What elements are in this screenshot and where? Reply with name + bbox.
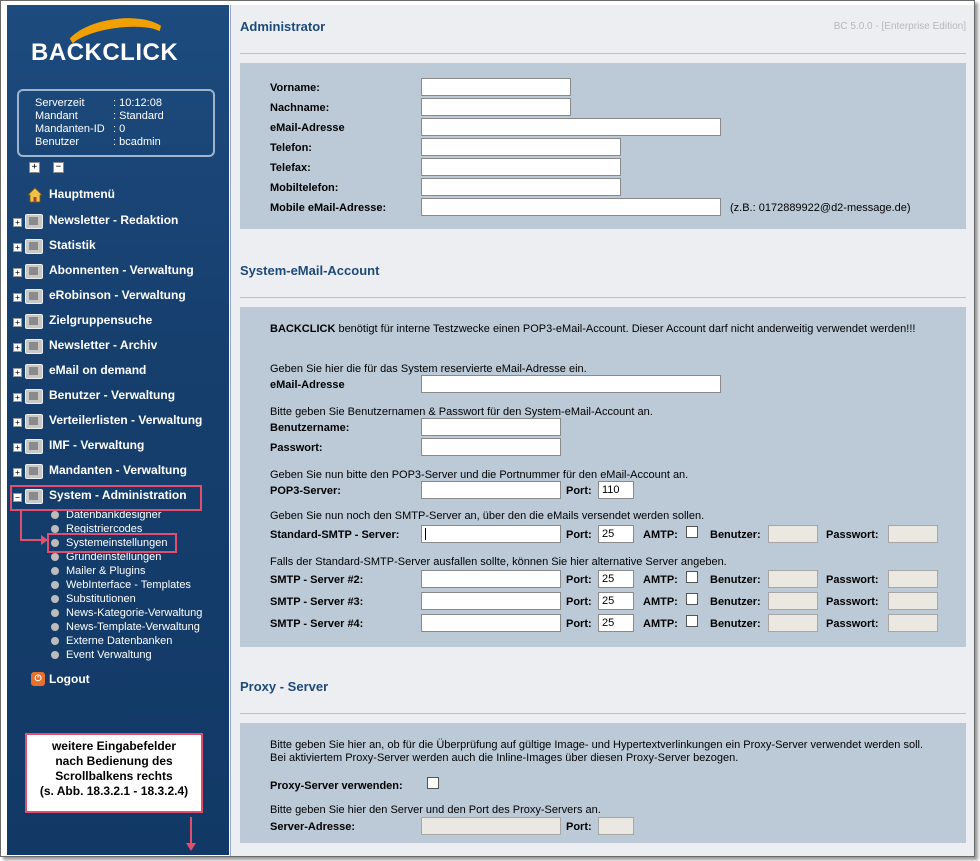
expand-icon[interactable]: + — [13, 393, 22, 402]
smtp-port-input[interactable]: 25 — [598, 525, 634, 543]
subnav-label: Event Verwaltung — [66, 649, 152, 661]
nav-label: IMF - Verwaltung — [49, 438, 145, 452]
sysmail-password-input[interactable] — [421, 438, 561, 456]
subnav-label: WebInterface - Templates — [66, 579, 191, 591]
proxy-server-label: Server-Adresse: — [270, 821, 355, 833]
expand-icon[interactable]: + — [13, 418, 22, 427]
nav-label: Benutzer - Verwaltung — [49, 388, 176, 402]
bullet-icon — [51, 567, 59, 575]
subnav-label: Externe Datenbanken — [66, 635, 173, 647]
smtp-hint: Geben Sie nun noch den SMTP-Server an, über den die eMails versendet werden sollen. — [270, 510, 705, 522]
expand-icon[interactable]: + — [13, 368, 22, 377]
bullet-icon — [51, 553, 59, 561]
telefon-input[interactable] — [421, 138, 621, 156]
nav-label: eMail on demand — [49, 363, 147, 377]
mobile-email-label: Mobile eMail-Adresse: — [270, 202, 387, 214]
amtp-checkbox[interactable] — [686, 615, 698, 627]
subnav-item-event-verwaltung[interactable] — [51, 649, 152, 663]
sysmail-credentials-hint: Bitte geben Sie Benutzernamen & Passwort für den System-eMail-Account an. — [270, 406, 653, 418]
subnav-item-mailer-plugins[interactable] — [51, 565, 145, 579]
section-title-proxy: Proxy - Server — [240, 679, 329, 694]
info-row-mandant — [35, 110, 164, 123]
nav-item-mandanten-verwaltung[interactable] — [7, 461, 217, 481]
sysmail-password-label: Passwort: — [270, 442, 323, 454]
nachname-input[interactable] — [421, 98, 571, 116]
bullet-icon — [51, 623, 59, 631]
amtp-checkbox[interactable] — [686, 571, 698, 583]
smtp-password-input[interactable] — [888, 614, 938, 632]
pop3-server-input[interactable] — [421, 481, 561, 499]
nav-label: Zielgruppensuche — [49, 313, 153, 327]
note-line: (s. Abb. 18.3.2.1 - 18.3.2.4) — [39, 784, 189, 798]
section-title-system-email: System-eMail-Account — [240, 263, 380, 278]
smtp-server-input[interactable] — [421, 614, 561, 632]
passwort-label: Passwort: — [826, 574, 879, 586]
module-icon — [25, 239, 43, 254]
intro-text: benötigt für interne Testzwecke einen POP3-eMail-Account. Dieser Account darf nicht anderweitig verwendet werden!!! — [335, 323, 916, 335]
annotation-arrow-line — [20, 509, 22, 539]
module-icon — [25, 314, 43, 329]
smtp-port-input[interactable]: 25 — [598, 570, 634, 588]
bullet-icon — [51, 609, 59, 617]
nav-item-imf-verwaltung[interactable] — [7, 436, 217, 456]
nav-label: Hauptmenü — [49, 187, 115, 201]
vorname-input[interactable] — [421, 78, 571, 96]
subnav-item-news-template[interactable] — [51, 621, 200, 635]
note-line: Scrollbalkens rechts — [55, 769, 173, 783]
nav-item-newsletter-archiv[interactable] — [7, 336, 217, 356]
bullet-icon — [51, 525, 59, 533]
section-title-administrator: Administrator — [240, 19, 326, 34]
subnav-item-externe-datenbanken[interactable] — [51, 635, 172, 649]
info-key: Serverzeit — [35, 97, 85, 109]
module-icon — [25, 389, 43, 404]
nav-item-benutzer-verwaltung[interactable] — [7, 386, 217, 406]
benutzer-label: Benutzer: — [710, 529, 761, 541]
subnav-item-news-kategorie[interactable] — [51, 607, 202, 621]
info-value: : Standard — [113, 110, 164, 122]
note-line: nach Bedienung des — [55, 754, 173, 768]
subnav-label: Grundeinstellungen — [66, 551, 162, 563]
bullet-icon — [51, 651, 59, 659]
expand-icon[interactable]: + — [13, 443, 22, 452]
expand-icon[interactable]: + — [13, 218, 22, 227]
proxy-server-input[interactable] — [421, 817, 561, 835]
proxy-use-checkbox[interactable] — [427, 777, 439, 789]
subnav-item-datenbankdesigner[interactable] — [51, 509, 161, 523]
backclick-logo[interactable] — [31, 19, 201, 79]
module-icon — [25, 414, 43, 429]
amtp-label: AMTP: — [643, 618, 678, 630]
pop3-server-label: POP3-Server: — [270, 485, 341, 497]
nav-item-zielgruppensuche[interactable] — [7, 311, 217, 331]
logo-text: BACKCLICK — [31, 39, 179, 66]
nav-item-abonnenten-verwaltung[interactable] — [7, 261, 217, 281]
module-icon — [25, 464, 43, 479]
smtp-port-input[interactable]: 25 — [598, 592, 634, 610]
telefax-label: Telefax: — [270, 162, 311, 174]
telefon-label: Telefon: — [270, 142, 312, 154]
mobile-email-input[interactable] — [421, 198, 721, 216]
sysmail-intro — [270, 323, 915, 335]
expand-icon[interactable]: + — [13, 318, 22, 327]
smtp-row-label: SMTP - Server #3: — [270, 596, 364, 608]
nav-item-logout[interactable] — [7, 670, 217, 690]
smtp-server-input[interactable] — [421, 570, 561, 588]
info-value: : bcadmin — [113, 136, 161, 148]
smtp-user-input[interactable] — [768, 592, 818, 610]
smtp-port-label: Port: — [566, 596, 592, 608]
divider — [240, 713, 966, 714]
sidebar — [7, 5, 229, 855]
nav-label: Mandanten - Verwaltung — [49, 463, 188, 477]
note-line: weitere Eingabefelder — [51, 739, 177, 753]
smtp-row-label: SMTP - Server #4: — [270, 618, 364, 630]
sysmail-username-input[interactable] — [421, 418, 561, 436]
module-icon — [25, 214, 43, 229]
nav-item-newsletter-redaktion[interactable] — [7, 211, 217, 231]
module-icon — [25, 364, 43, 379]
proxy-port-label: Port: — [566, 821, 592, 833]
administrator-panel — [240, 63, 966, 229]
nav-label: Verteilerlisten - Verwaltung — [49, 413, 203, 427]
amtp-label: AMTP: — [643, 574, 678, 586]
nav-label: Logout — [49, 672, 90, 686]
smtp-server-input[interactable] — [421, 592, 561, 610]
bullet-icon — [51, 637, 59, 645]
info-row-benutzer — [35, 136, 161, 149]
bullet-icon — [51, 595, 59, 603]
bullet-icon — [51, 581, 59, 589]
expand-icon[interactable]: + — [13, 343, 22, 352]
passwort-label: Passwort: — [826, 596, 879, 608]
proxy-hint-2: Bei aktiviertem Proxy-Server werden auch die Inline-Images über diesen Proxy-Server bezogen. — [270, 752, 739, 764]
subnav-label: Systemeinstellungen — [66, 537, 168, 549]
product-name: BACKCLICK — [270, 323, 336, 335]
proxy-use-label: Proxy-Server verwenden: — [270, 780, 403, 792]
text-cursor — [425, 528, 426, 540]
power-icon: ⏻ — [31, 672, 45, 686]
nachname-label: Nachname: — [270, 102, 330, 114]
nav-item-statistik[interactable] — [7, 236, 217, 256]
expand-icon[interactable]: + — [13, 268, 22, 277]
annotation-down-arrow — [190, 817, 192, 843]
info-row-serverzeit — [35, 97, 162, 110]
nav-item-hauptmenue[interactable] — [7, 185, 217, 205]
expand-icon[interactable]: + — [13, 468, 22, 477]
smtp-port-label: Port: — [566, 618, 592, 630]
mobile-email-hint: (z.B.: 0172889922@d2-message.de) — [730, 202, 911, 214]
divider — [240, 53, 966, 54]
smtp-user-input[interactable] — [768, 614, 818, 632]
expand-icon[interactable]: + — [13, 243, 22, 252]
module-icon — [25, 264, 43, 279]
smtp-port-input[interactable]: 25 — [598, 614, 634, 632]
module-icon — [25, 289, 43, 304]
telefax-input[interactable] — [421, 158, 621, 176]
benutzer-label: Benutzer: — [710, 596, 761, 608]
sysmail-email-input[interactable] — [421, 375, 721, 393]
module-icon — [25, 439, 43, 454]
sysmail-username-label: Benutzername: — [270, 422, 350, 434]
subnav-item-webinterface-templates[interactable] — [51, 579, 191, 593]
annotation-highlight-system-administration — [10, 485, 202, 511]
proxy-hint-1: Bitte geben Sie hier an, ob für die Überprüfung auf gültige Image- und Hypertextverlinkungen ein Proxy-Server verwendet werden soll. — [270, 739, 924, 751]
home-icon — [27, 187, 43, 203]
annotation-arrow-head — [20, 539, 42, 541]
annotation-highlight-systemeinstellungen — [47, 533, 177, 553]
sysmail-email-label: eMail-Adresse — [270, 379, 345, 391]
smtp-password-input[interactable] — [888, 592, 938, 610]
info-value: : 10:12:08 — [113, 97, 162, 109]
nav-label: eRobinson - Verwaltung — [49, 288, 186, 302]
smtp-port-label: Port: — [566, 529, 592, 541]
system-email-panel — [240, 307, 966, 647]
smtp-password-input[interactable] — [888, 525, 938, 543]
subnav-item-substitutionen[interactable] — [51, 593, 136, 607]
smtp-row-label: SMTP - Server #2: — [270, 574, 364, 586]
session-info-box — [17, 89, 215, 157]
email-label: eMail-Adresse — [270, 122, 345, 134]
subnav-label: Mailer & Plugins — [66, 565, 146, 577]
subnav-label: News-Kategorie-Verwaltung — [66, 607, 203, 619]
proxy-server-hint: Bitte geben Sie hier den Server und den Port des Proxy-Servers an. — [270, 804, 601, 816]
passwort-label: Passwort: — [826, 529, 879, 541]
divider — [240, 297, 966, 298]
expand-all-button[interactable]: + — [29, 162, 40, 173]
smtp-password-input[interactable] — [888, 570, 938, 588]
version-label: BC 5.0.0 - [Enterprise Edition] — [833, 21, 966, 32]
smtp-server-input[interactable] — [421, 525, 561, 543]
nav-item-email-on-demand[interactable] — [7, 361, 217, 381]
proxy-panel — [240, 723, 966, 843]
subnav-item-grundeinstellungen[interactable] — [51, 551, 161, 565]
nav-label: Abonnenten - Verwaltung — [49, 263, 194, 277]
mobiltelefon-label: Mobiltelefon: — [270, 182, 339, 194]
info-key: Mandanten-ID — [35, 123, 105, 135]
collapse-all-button[interactable]: − — [53, 162, 64, 173]
amtp-label: AMTP: — [643, 596, 678, 608]
subnav-label: Registriercodes — [66, 523, 143, 535]
pop3-port-input[interactable]: 110 — [598, 481, 634, 499]
email-input[interactable] — [421, 118, 721, 136]
smtp-fallback-hint: Falls der Standard-SMTP-Server ausfallen sollte, können Sie hier alternative Server angeben. — [270, 556, 727, 568]
nav-item-erobinson-verwaltung[interactable] — [7, 286, 217, 306]
info-row-mandanten-id — [35, 123, 125, 136]
expand-icon[interactable]: + — [13, 293, 22, 302]
nav-label: Newsletter - Archiv — [49, 338, 158, 352]
smtp-port-label: Port: — [566, 574, 592, 586]
nav-label: Statistik — [49, 238, 96, 252]
subnav-label: Datenbankdesigner — [66, 509, 162, 521]
sysmail-email-hint: Geben Sie hier die für das System reservierte eMail-Adresse ein. — [270, 363, 587, 375]
info-value: : 0 — [113, 123, 126, 135]
vorname-label: Vorname: — [270, 82, 320, 94]
bullet-icon — [51, 511, 59, 519]
nav-label: Newsletter - Redaktion — [49, 213, 179, 227]
pop3-port-label: Port: — [566, 485, 592, 497]
module-icon — [25, 339, 43, 354]
amtp-label: AMTP: — [643, 529, 678, 541]
nav-label: System - Administration — [49, 488, 187, 502]
subnav-label: Substitutionen — [66, 593, 136, 605]
amtp-checkbox[interactable] — [686, 593, 698, 605]
proxy-port-input[interactable] — [598, 817, 634, 835]
main-content — [230, 5, 975, 856]
info-key: Mandant — [35, 110, 78, 122]
passwort-label: Passwort: — [826, 618, 879, 630]
info-key: Benutzer — [35, 136, 80, 148]
mobiltelefon-input[interactable] — [421, 178, 621, 196]
amtp-checkbox[interactable] — [686, 526, 698, 538]
smtp-user-input[interactable] — [768, 525, 818, 543]
benutzer-label: Benutzer: — [710, 618, 761, 630]
annotation-note — [25, 733, 203, 813]
subnav-label: News-Template-Verwaltung — [66, 621, 200, 633]
benutzer-label: Benutzer: — [710, 574, 761, 586]
collapse-icon[interactable]: − — [13, 493, 22, 502]
nav-item-verteilerlisten-verwaltung[interactable] — [7, 411, 217, 431]
smtp-row-label: Standard-SMTP - Server: — [270, 529, 400, 541]
pop3-hint: Geben Sie nun bitte den POP3-Server und die Portnummer für den eMail-Account an. — [270, 469, 689, 481]
smtp-user-input[interactable] — [768, 570, 818, 588]
